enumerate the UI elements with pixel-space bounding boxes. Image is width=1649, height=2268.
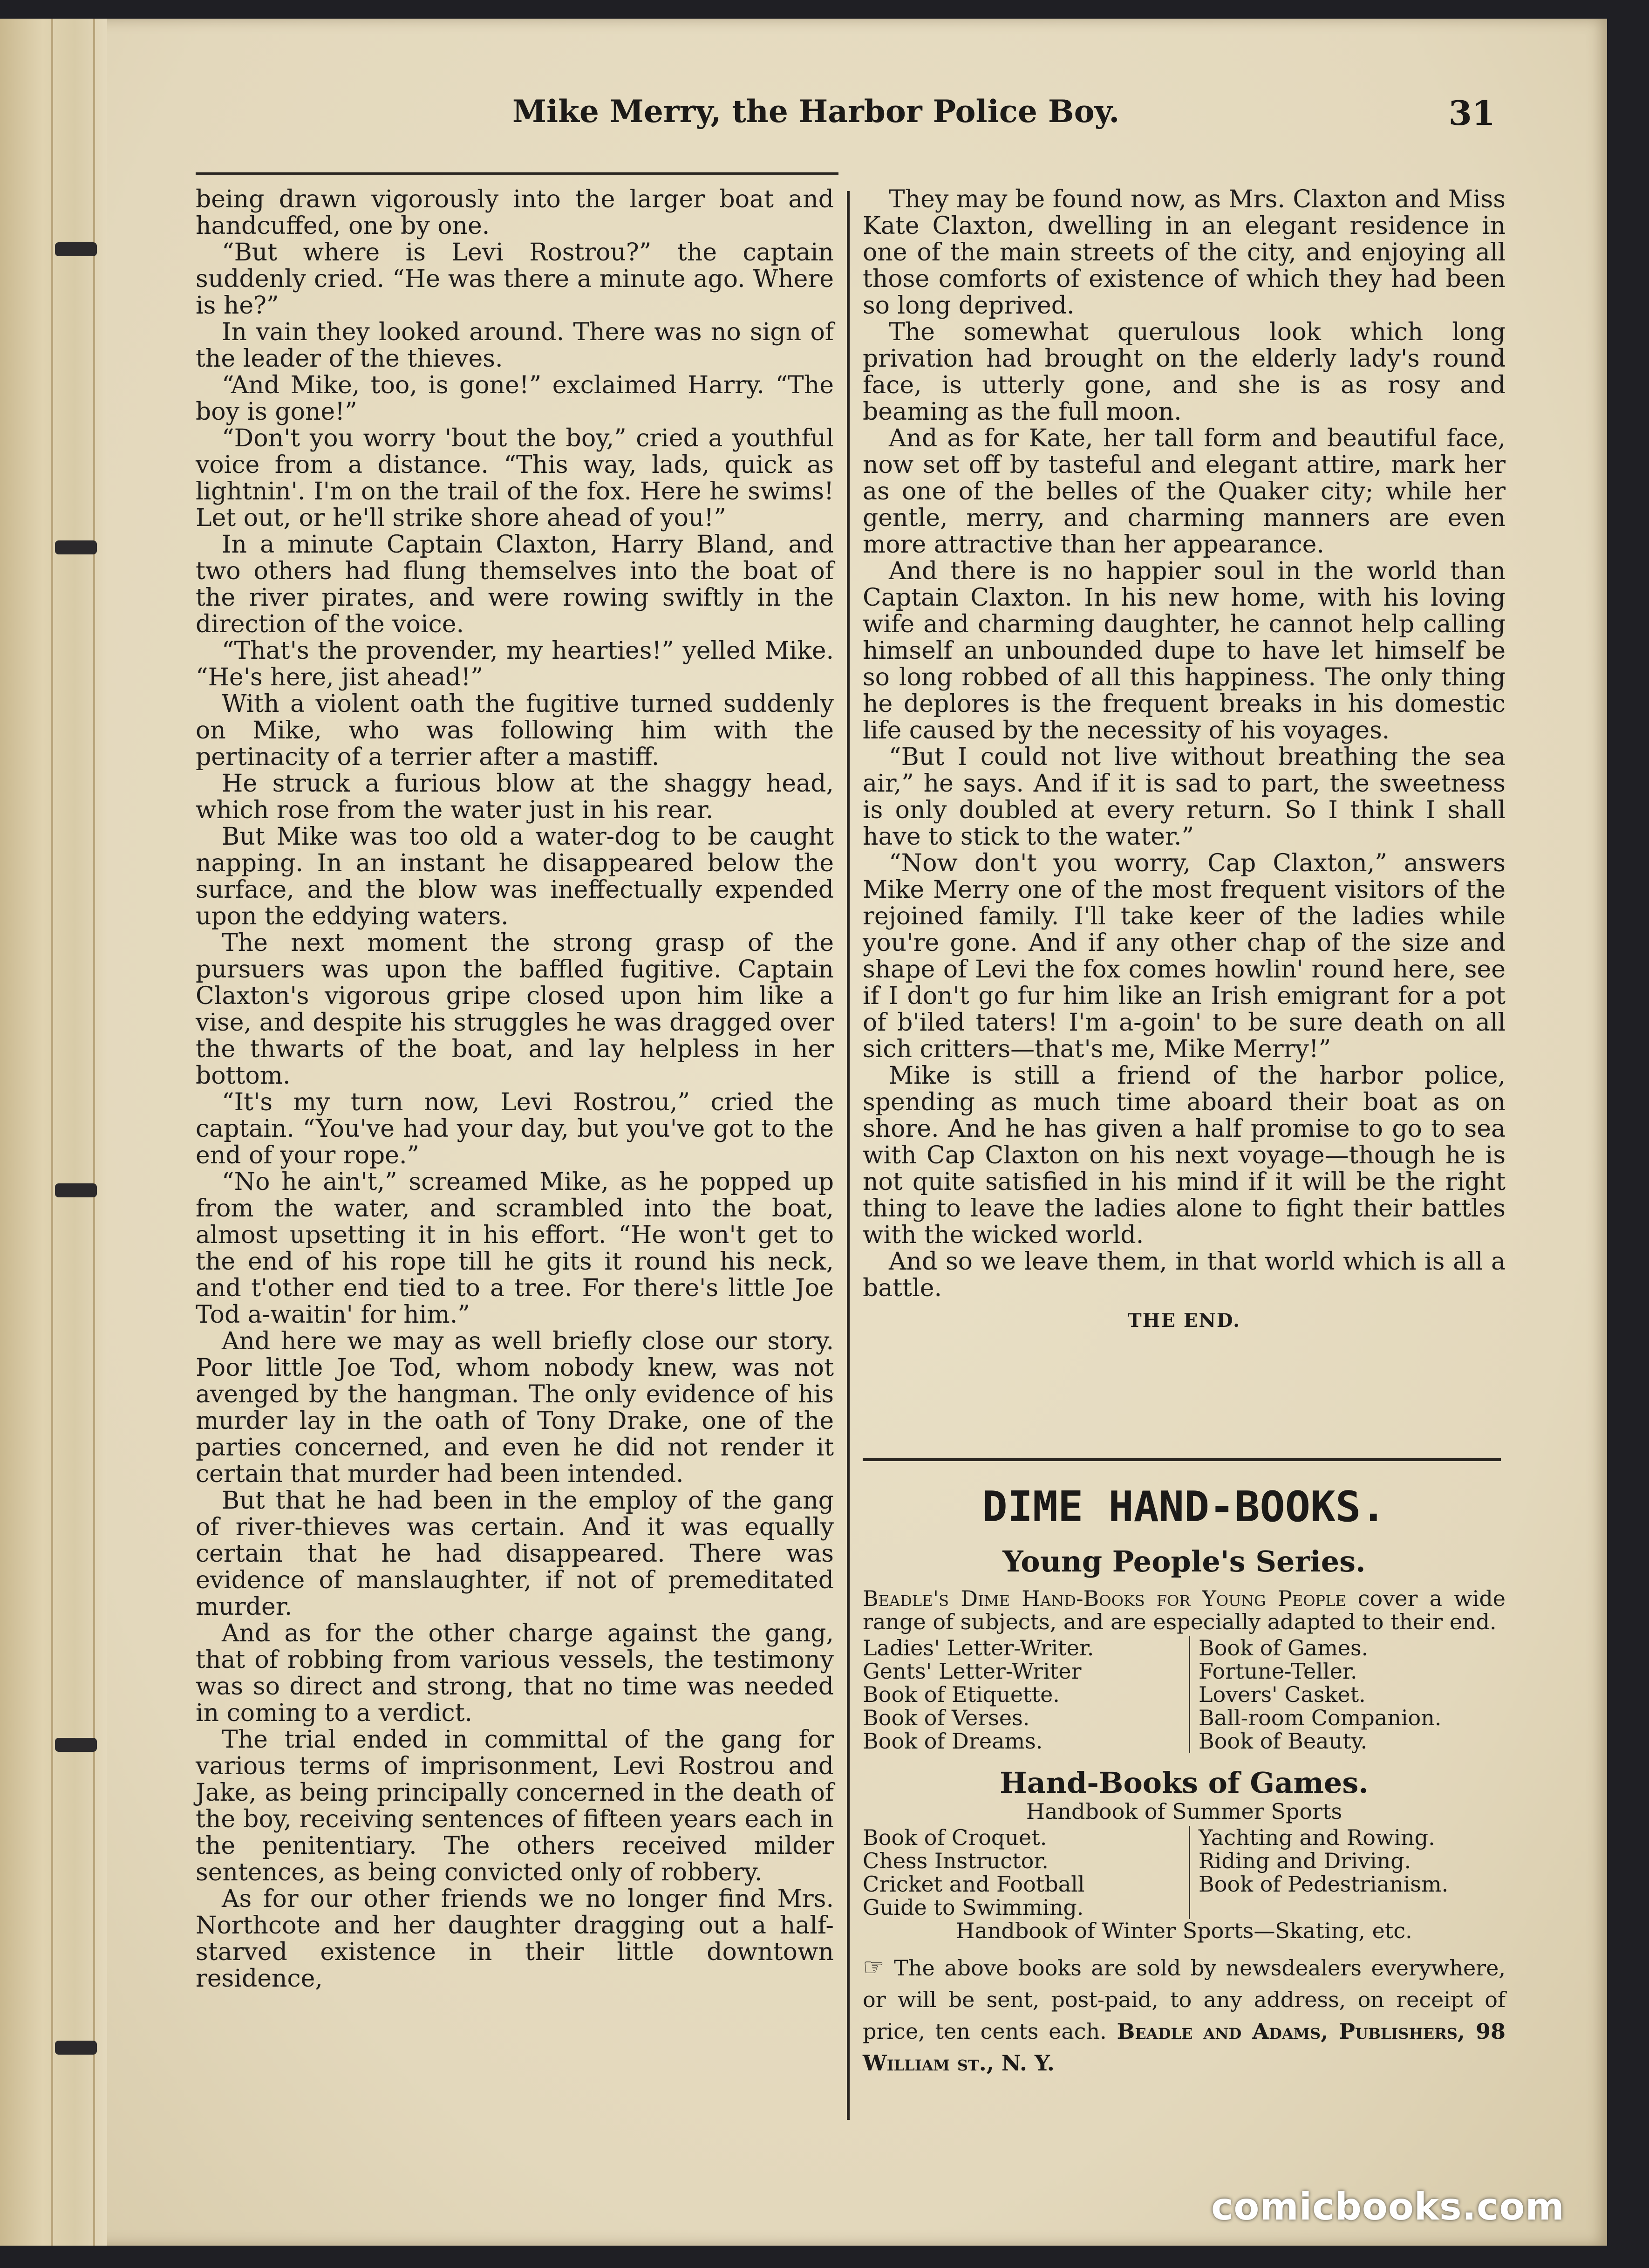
book-title: Book of Etiquette.: [863, 1682, 1060, 1707]
book-list: [863, 1826, 1506, 1919]
series-subtitle: Handbook of Summer Sports: [1026, 1799, 1342, 1824]
running-title: Mike Merry, the Harbor Police Boy.: [512, 93, 1120, 130]
paragraph: They may be found now, as Mrs. Claxton and Miss Kate Claxton, dwelling in an elegant residence in one of the main streets of the city, and enjoying all those comforts of existence of which they had been so long deprived.: [863, 185, 1506, 320]
book-title: Riding and Driving.: [1199, 1848, 1411, 1873]
book-list-right: [1189, 1826, 1448, 1919]
ad-heading: DIME HAND-BOOKS.: [982, 1482, 1386, 1531]
page-number: 31: [1448, 93, 1495, 133]
binding-stitch: [55, 1183, 97, 1197]
paragraph: And as for Kate, her tall form and beautiful face, now set off by tasteful and elegant attire, mark her as one of the belles of the Quaker city; while her gentle, merry, and charming manners are even more attractive than her appearance.: [863, 424, 1506, 559]
book-title: Book of Games.: [1199, 1635, 1369, 1660]
book-title: Lovers' Casket.: [1199, 1682, 1366, 1707]
left-column: [196, 186, 834, 1992]
spine-rule: [93, 19, 95, 2246]
paragraph: With a violent oath the fugitive turned suddenly on Mike, who was following him with the pertinacity of a terrier after a mastiff.: [196, 690, 834, 771]
paragraph: And there is no happier soul in the world than Captain Claxton. In his new home, with his loving wife and charming daughter, he cannot help calling himself an unbounded dupe to have let himself be so long robbed of all this happiness. The only thing he deplores is the frequent breaks in his domestic life caused by the necessity of his voyages.: [863, 557, 1506, 745]
book-title: Ball-room Companion.: [1199, 1705, 1442, 1730]
paragraph: “And Mike, too, is gone!” exclaimed Harry. “The boy is gone!”: [196, 371, 834, 426]
series-title: Young People's Series.: [1002, 1544, 1366, 1578]
book-title: Guide to Swimming.: [863, 1895, 1084, 1920]
series-subtitle: Handbook of Winter Sports—Skating, etc.: [956, 1918, 1412, 1943]
header-rule: [196, 172, 838, 175]
paragraph: Mike is still a friend of the harbor police, spending as much time aboard their boat as on shore. And he has given a half promise to go to sea with Cap Claxton on his next voyage—though he is not quite satisfied in his mind if it will be the right thing to leave the ladies alone to fight their battles with the wicked world.: [863, 1062, 1506, 1249]
binding-stitch: [55, 242, 97, 256]
book-title: Chess Instructor.: [863, 1848, 1049, 1873]
paragraph: But Mike was too old a water-dog to be caught napping. In an instant he disappeared below the surface, and the blow was ineffectually expended upon the eddying waters.: [196, 823, 834, 930]
paragraph: “It's my turn now, Levi Rostrou,” cried the captain. “You've had your day, but you've got to the end of your rope.”: [196, 1088, 834, 1169]
book-list: [863, 1636, 1506, 1753]
series-title: Hand-Books of Games.: [1000, 1766, 1369, 1800]
book-title: Cricket and Football: [863, 1872, 1085, 1897]
running-header: [484, 93, 1495, 140]
binding-stitch: [55, 2041, 97, 2055]
series-intro-name: Beadle's Dime Hand-Books for Young People: [863, 1586, 1346, 1611]
paragraph: As for our other friends we no longer find Mrs. Northcote and her daughter dragging out a half-starved existence in their little downtown residence,: [196, 1885, 834, 1993]
book-title: Book of Croquet.: [863, 1825, 1047, 1850]
paragraph: “But I could not live without breathing the sea air,” he says. And if it is sad to part, the sweetness is only doubled at every return. So I think I shall have to stick to the water.”: [863, 743, 1506, 851]
sales-note: [863, 1952, 1506, 2079]
right-column: [863, 186, 1506, 1334]
binding-stitch: [55, 540, 97, 554]
paragraph: In a minute Captain Claxton, Harry Bland, and two others had flung themselves into the boat of the river pirates, and were rowing swiftly in the direction of the voice.: [196, 531, 834, 638]
book-title: Gents' Letter-Writer: [863, 1659, 1082, 1684]
book-title: Book of Pedestrianism.: [1199, 1872, 1449, 1897]
paragraph: “That's the provender, my hearties!” yelled Mike. “He's here, jist ahead!”: [196, 637, 834, 691]
publisher-line: Beadle and Adams, Publishers, 98 William st., N. Y.: [863, 2019, 1506, 2076]
paragraph: In vain they looked around. There was no sign of the leader of the thieves.: [196, 318, 834, 373]
site-watermark: comicbooks.com: [1211, 2185, 1565, 2228]
paragraph: He struck a furious blow at the shaggy head, which rose from the water just in his rear.: [196, 770, 834, 824]
paragraph: “Don't you worry 'bout the boy,” cried a youthful voice from a distance. “This way, lads, quick as lightnin'. I'm on the trail of the fox. Here he swims! Let out, or he'll strike shore ahead of you!”: [196, 424, 834, 532]
paragraph: “But where is Levi Rostrou?” the captain suddenly cried. “He was there a minute ago. Where is he?”: [196, 239, 834, 320]
book-title: Book of Verses.: [863, 1705, 1030, 1730]
book-title: Yachting and Rowing.: [1199, 1825, 1435, 1850]
the-end-label: THE END.: [1127, 1310, 1241, 1332]
book-title: Book of Dreams.: [863, 1728, 1043, 1754]
paragraph: And here we may as well briefly close our story. Poor little Joe Tod, whom nobody knew, was not avenged by the hangman. The only evidence of his murder lay in the oath of Tony Drake, one of the parties concerned, and even he did not render it certain that murder had been intended.: [196, 1327, 834, 1488]
book-title: Ladies' Letter-Writer.: [863, 1635, 1094, 1660]
series-intro: [863, 1587, 1506, 1633]
ad-rule: [863, 1458, 1501, 1461]
paragraph: being drawn vigorously into the larger boat and handcuffed, one by one.: [196, 185, 834, 240]
paragraph: The trial ended in committal of the gang for various terms of imprisonment, Levi Rostrou and Jake, as being principally concerned in the death of the boy, receiving sentences of fifteen years each in the penitentiary. The others received milder sentences, as being convicted only of robbery.: [196, 1726, 834, 1886]
paragraph: The somewhat querulous look which long privation had brought on the elderly lady's round face, is utterly gone, and she is as rosy and beaming as the full moon.: [863, 318, 1506, 426]
series-intro-text: cover a wide range of subjects, and are especially adapted to their end.: [863, 1586, 1506, 1634]
book-title: Book of Beauty.: [1199, 1728, 1368, 1754]
book-list-left: [863, 1636, 1189, 1753]
paragraph: The next moment the strong grasp of the pursuers was upon the baffled fugitive. Captain Claxton's vigorous gripe closed upon him like a vise, and despite his struggles he was dragged over the thwarts of the boat, and lay helpless in her bottom.: [196, 929, 834, 1090]
paragraph: And so we leave them, in that world which is all a battle.: [863, 1248, 1506, 1302]
binding-stitch: [55, 1738, 97, 1752]
paragraph: “No he ain't,” screamed Mike, as he popped up from the water, and scrambled into the boat, almost upsetting it in his effort. “He won't get to the end of his rope till he gits it round his neck, and t'other end tied to a tree. For there's little Joe Tod a-waitin' for him.”: [196, 1168, 834, 1329]
book-title: Fortune-Teller.: [1199, 1659, 1357, 1684]
sales-note-text: The above books are sold by newsdealers everywhere, or will be sent, post-paid, to any address, on receipt of price, ten cents each.: [863, 1955, 1506, 2044]
paragraph: But that he had been in the employ of the gang of river-thieves was certain. And it was equally certain that he had disappeared. There was evidence of manslaughter, if not of premeditated murder.: [196, 1487, 834, 1621]
spine-rule: [51, 19, 53, 2246]
pointing-hand-icon: ☞: [863, 1954, 885, 1981]
advertisement: [863, 1458, 1506, 2079]
paragraph: “Now don't you worry, Cap Claxton,” answers Mike Merry one of the most frequent visitors of the rejoined family. I'll take keer of the ladies while you're gone. And if any other chap of the size and shape of Levi the fox comes howlin' round here, see if I don't go fur him like an Irish emigrant for a pot of b'iled taters! I'm a-goin' to be sure death on all sich critters—that's me, Mike Merry!”: [863, 849, 1506, 1063]
column-divider: [847, 191, 850, 2120]
book-list-left: [863, 1826, 1189, 1919]
paragraph: And as for the other charge against the gang, that of robbing from various vessels, the testimony was so direct and strong, that no time was needed in coming to a verdict.: [196, 1619, 834, 1727]
binding-spine: [0, 19, 107, 2246]
book-list-right: [1189, 1636, 1441, 1753]
